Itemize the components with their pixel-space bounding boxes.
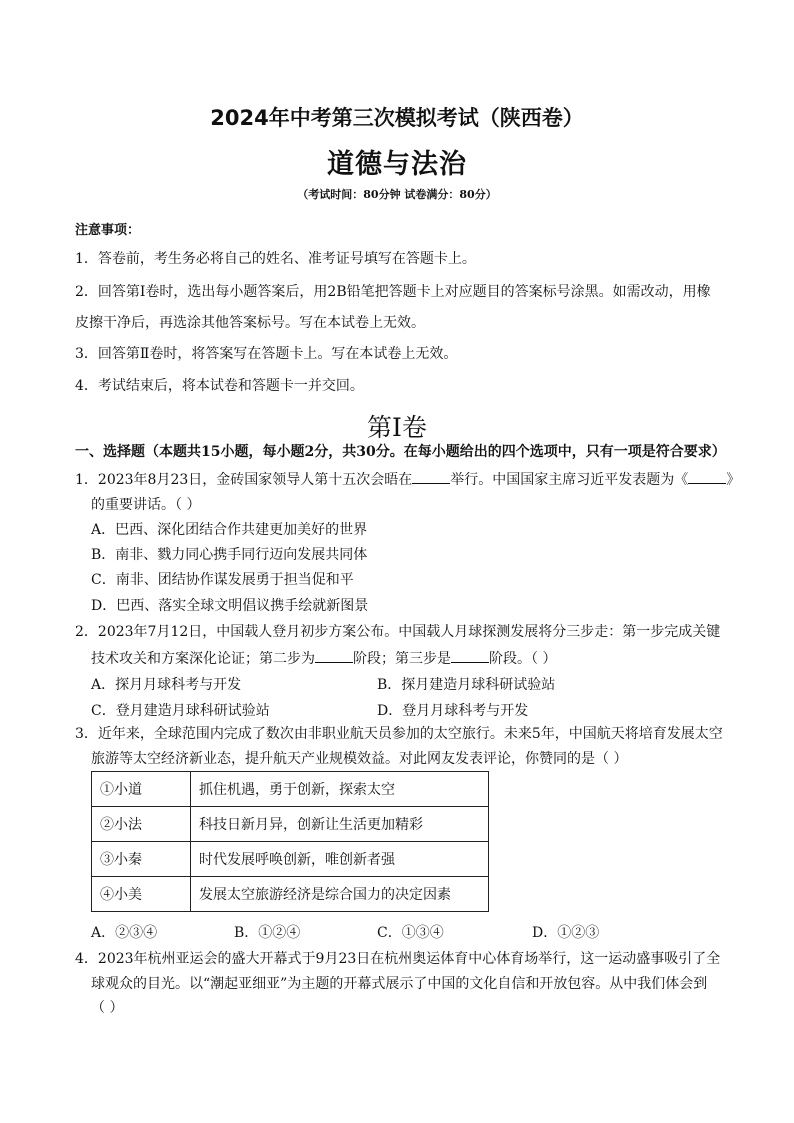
commenter-name: ④小美 — [92, 877, 191, 912]
q3-option-c: C．①③④ — [377, 925, 444, 941]
question-1-stem-cont: 的重要讲话。（ ） — [91, 497, 201, 513]
q2-option-d: D．登月月球科考与开发 — [377, 703, 529, 719]
exam-title: 2024年中考第三次模拟考试（陕西卷） — [210, 106, 584, 130]
notes-heading: 注意事项： — [75, 223, 141, 238]
table-row — [92, 877, 489, 912]
note-item: 3．回答第Ⅱ卷时，将答案写在答题卡上。写在本试卷上无效。 — [75, 346, 458, 362]
q3-option-a: A．②③④ — [91, 925, 158, 941]
question-4-stem-cont2: （ ） — [91, 1000, 124, 1016]
q1-text-b: 举行。中国国家主席习近平发表题为《 — [450, 472, 689, 488]
q1-text-a: 1．2023年8月23日，金砖国家领导人第十五次会晤在 — [75, 472, 413, 488]
answer-blank — [688, 469, 726, 484]
table-row — [92, 807, 489, 842]
question-4-stem-cont: 球观众的目光。以“潮起亚细亚”为主题的开幕式展示了中国的文化自信和开放包容。从中我们体会到 — [91, 976, 708, 992]
answer-blank — [412, 469, 450, 484]
q1-option-b: B．南非、戮力同心携手同行迈向发展共同体 — [91, 547, 368, 563]
q2-text-a: 技术攻关和方案深化论证；第二步为 — [91, 651, 315, 667]
question-4-stem: 4．2023年杭州亚运会的盛大开幕式于9月23日在杭州奥运体育中心体育场举行，这一运动盛事吸引了全 — [75, 951, 721, 967]
section-label: 一、选择题 — [75, 444, 145, 460]
q1-option-c: C．南非、团结协作谋发展勇于担当促和平 — [91, 572, 354, 588]
subject-title: 道德与法治 — [327, 149, 467, 180]
question-3-stem-cont: 旅游等太空经济新业态，提升航天产业规模效益。对此网友发表评论，你赞同的是（ ） — [91, 751, 628, 767]
question-2-stem: 2．2023年7月12日，中国载人登月初步方案公布。中国载人月球探测发展将分三步走：第一步完成关键 — [75, 624, 721, 640]
q1-text-c: 》 — [726, 472, 741, 488]
comment-text: 发展太空旅游经济是综合国力的决定因素 — [191, 877, 489, 912]
table-row — [92, 842, 489, 877]
question-3-stem: 3．近年来，全球范围内完成了数次由非职业航天员参加的太空旅行。未来5年，中国航天将培育发展太空 — [75, 726, 723, 742]
q2-option-a: A．探月月球科考与开发 — [91, 677, 242, 693]
answer-blank — [451, 648, 489, 663]
q3-option-d: D．①②③ — [532, 925, 600, 941]
question-2-stem-cont — [91, 648, 556, 669]
question-1-stem — [75, 469, 740, 490]
q2-text-c: 阶段。（ ） — [489, 651, 557, 667]
section-desc: （本题共15小题，每小题2分，共30分。在每小题给出的四个选项中，只有一项是符合要求） — [145, 444, 726, 460]
comment-text: 科技日新月异，创新让生活更加精彩 — [191, 807, 489, 842]
note-item: 2．回答第Ⅰ卷时，选出每小题答案后，用2B铅笔把答题卡上对应题目的答案标号涂黑。如需改动，用橡 — [75, 284, 711, 300]
q2-text-b: 阶段；第三步是 — [353, 651, 451, 667]
commenter-name: ②小法 — [92, 807, 191, 842]
comment-text: 抓住机遇，勇于创新，探索太空 — [191, 772, 489, 807]
volume-title: 第Ⅰ卷 — [367, 413, 427, 442]
table-row — [92, 772, 489, 807]
section-heading — [75, 442, 726, 462]
comment-text: 时代发展呼唤创新，唯创新者强 — [191, 842, 489, 877]
note-item: 1．答卷前，考生务必将自己的姓名、准考证号填写在答题卡上。 — [75, 251, 476, 267]
note-item: 皮擦干净后，再选涂其他答案标号。写在本试卷上无效。 — [75, 315, 425, 331]
q1-option-a: A．巴西、深化团结合作共建更加美好的世界 — [91, 522, 368, 538]
comment-table — [91, 771, 489, 912]
q2-option-c: C．登月建造月球科研试验站 — [91, 703, 270, 719]
commenter-name: ①小道 — [92, 772, 191, 807]
q1-option-d: D．巴西、落实全球文明倡议携手绘就新图景 — [91, 598, 369, 614]
answer-blank — [315, 648, 353, 663]
note-item: 4．考试结束后，将本试卷和答题卡一并交回。 — [75, 378, 364, 394]
commenter-name: ③小秦 — [92, 842, 191, 877]
exam-info: （考试时间：80分钟 试卷满分：80分） — [297, 188, 497, 201]
q3-option-b: B．①②④ — [234, 925, 301, 941]
q2-option-b: B．探月建造月球科研试验站 — [377, 677, 556, 693]
